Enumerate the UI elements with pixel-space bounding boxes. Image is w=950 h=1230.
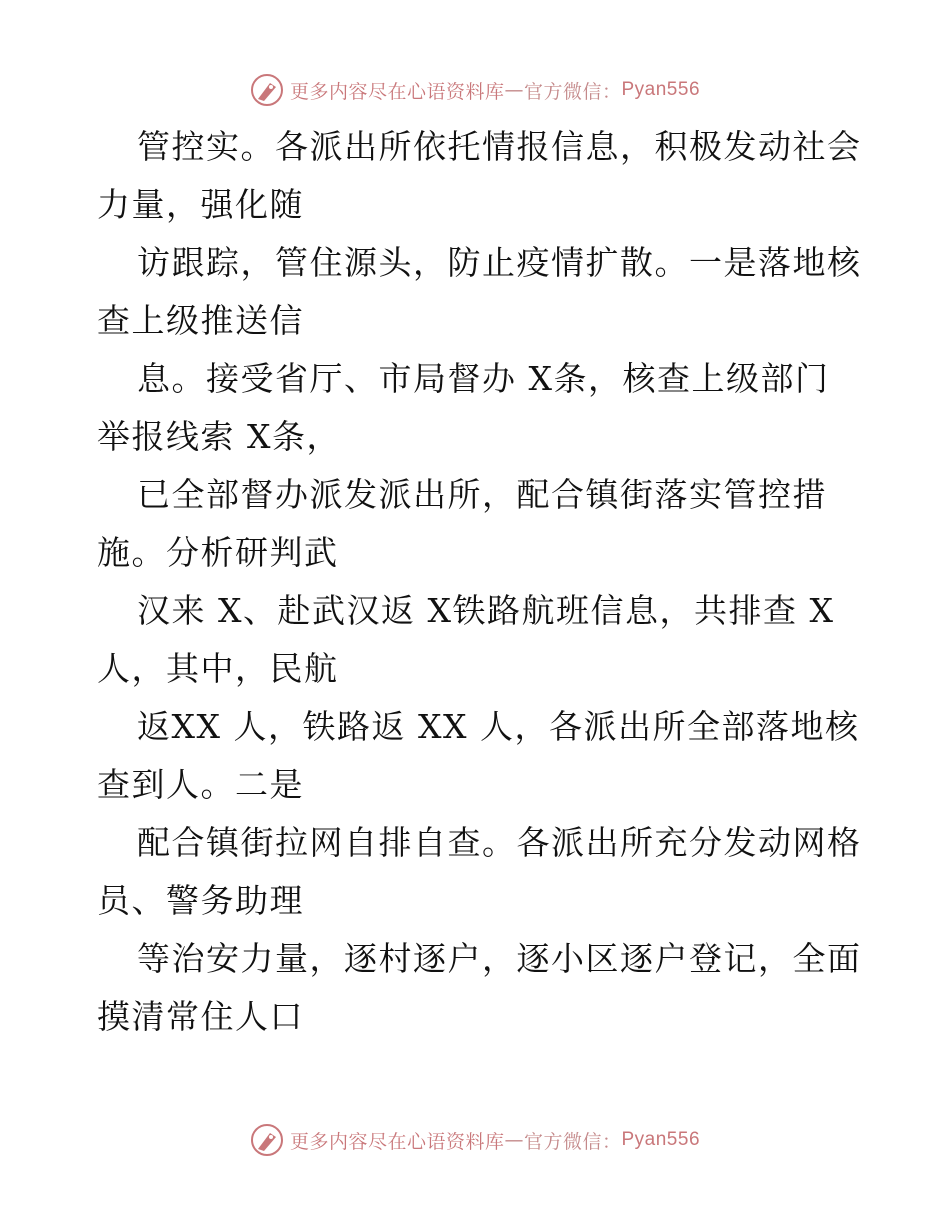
watermark-brand: 更多内容尽在心语资料库 [289, 80, 505, 103]
text-line: 配合镇街拉网自排自查。各派出所充分发动网格 [137, 823, 862, 862]
document-body [97, 118, 862, 1046]
text-line: 员、警务助理 [97, 881, 304, 920]
text-line: 等治安力量，逐村逐户，逐小区逐户登记，全面 [137, 939, 862, 978]
text-line: 管控实。各派出所依托情报信息，积极发动社会 [137, 127, 862, 166]
text-line: 访跟踪，管住源头，防止疫情扩散。一是落地核 [137, 243, 862, 282]
watermark-separator: — [504, 79, 524, 101]
text-line: 查到人。二是 [97, 765, 304, 804]
watermark-wechat-id: Pyan556 [621, 79, 701, 100]
watermark-separator: — [504, 1129, 524, 1151]
watermark-wechat-label: 官方微信： [523, 1130, 622, 1153]
text-line: 人，其中，民航 [97, 649, 339, 688]
text-line: 力量，强化随 [97, 185, 304, 224]
watermark-wechat-id: Pyan556 [621, 1129, 701, 1150]
pen-nib-logo-icon [250, 73, 284, 107]
header-watermark [0, 70, 950, 110]
text-line: 已全部督办派发派出所，配合镇街落实管控措 [137, 475, 827, 514]
text-line: 摸清常住人口 [97, 997, 304, 1036]
text-line: 返XX 人，铁路返 XX 人，各派出所全部落地核 [137, 707, 860, 746]
watermark-brand: 更多内容尽在心语资料库 [289, 1130, 505, 1153]
text-line: 查上级推送信 [97, 301, 304, 340]
pen-nib-logo-icon [250, 1123, 284, 1157]
watermark-wechat-label: 官方微信： [523, 80, 622, 103]
text-line: 施。分析研判武 [97, 533, 339, 572]
footer-watermark [0, 1120, 950, 1160]
text-line: 举报线索 X条， [97, 417, 341, 456]
text-line: 汉来 X、赴武汉返 X铁路航班信息，共排查 X [137, 591, 835, 630]
text-line: 息。接受省厅、市局督办 X条，核查上级部门 [137, 359, 830, 398]
